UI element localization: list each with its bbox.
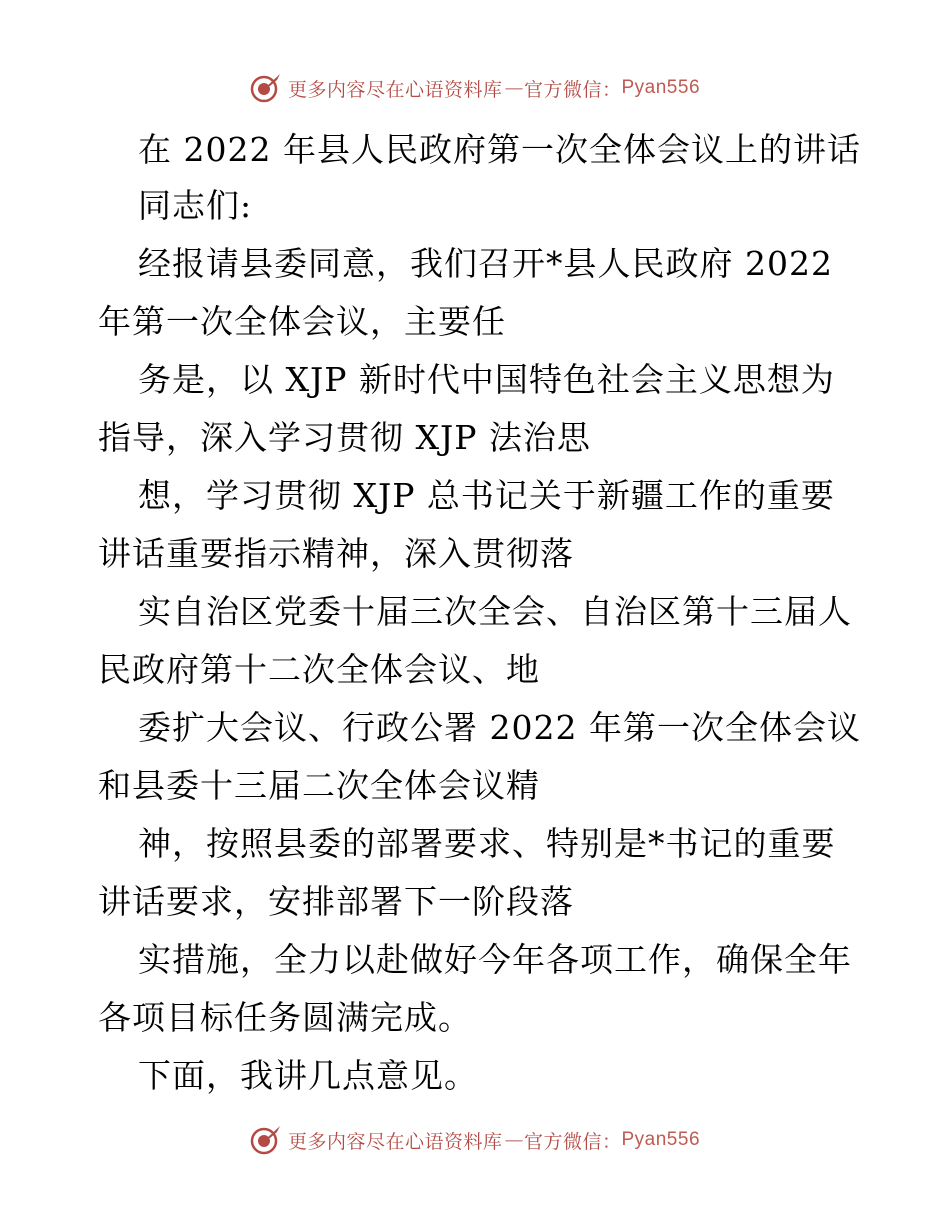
watermark-text: 更多内容尽在心语资料库 [287,78,503,101]
watermark-account: Pyan556 [621,77,701,98]
paragraph-line: 下面，我讲几点意见。 [138,1056,478,1095]
document-title: 在 2022 年县人民政府第一次全体会议上的讲话 [138,130,861,169]
paragraph-line: 神，按照县委的部署要求、特别是*书记的重要 [138,824,836,863]
paragraph-line: 想，学习贯彻 XJP 总书记关于新疆工作的重要 [138,476,835,515]
watermark-text: 更多内容尽在心语资料库 [287,1130,503,1153]
watermark-separator: — [504,77,524,99]
paragraph-line: 年第一次全体会议，主要任 [98,302,506,341]
paragraph-line: 委扩大会议、行政公署 2022 年第一次全体会议 [138,708,861,747]
paragraph-line: 务是，以 XJP 新时代中国特色社会主义思想为 [138,360,835,399]
paragraph-line: 和县委十三届二次全体会议精 [98,766,540,805]
quill-pen-seal-icon [250,72,282,104]
paragraph-line: 实自治区党委十届三次全会、自治区第十三届人 [138,592,852,631]
watermark-account: Pyan556 [621,1129,701,1150]
paragraph-line: 民政府第十二次全体会议、地 [98,650,540,689]
watermark-separator: — [504,1129,524,1151]
watermark-contact: 官方微信： [523,1130,622,1153]
header-watermark [0,72,950,104]
salutation: 同志们: [138,186,253,225]
paragraph-line: 各项目标任务圆满完成。 [98,998,472,1037]
paragraph-line: 实措施，全力以赴做好今年各项工作，确保全年 [138,940,852,979]
footer-watermark [0,1124,950,1156]
paragraph-line: 指导，深入学习贯彻 XJP 法治思 [98,418,591,457]
watermark-contact: 官方微信： [523,78,622,101]
quill-pen-seal-icon [250,1124,282,1156]
paragraph-line: 讲话重要指示精神，深入贯彻落 [98,534,574,573]
paragraph-line: 经报请县委同意，我们召开*县人民政府 2022 [138,244,833,283]
paragraph-line: 讲话要求，安排部署下一阶段落 [98,882,574,921]
